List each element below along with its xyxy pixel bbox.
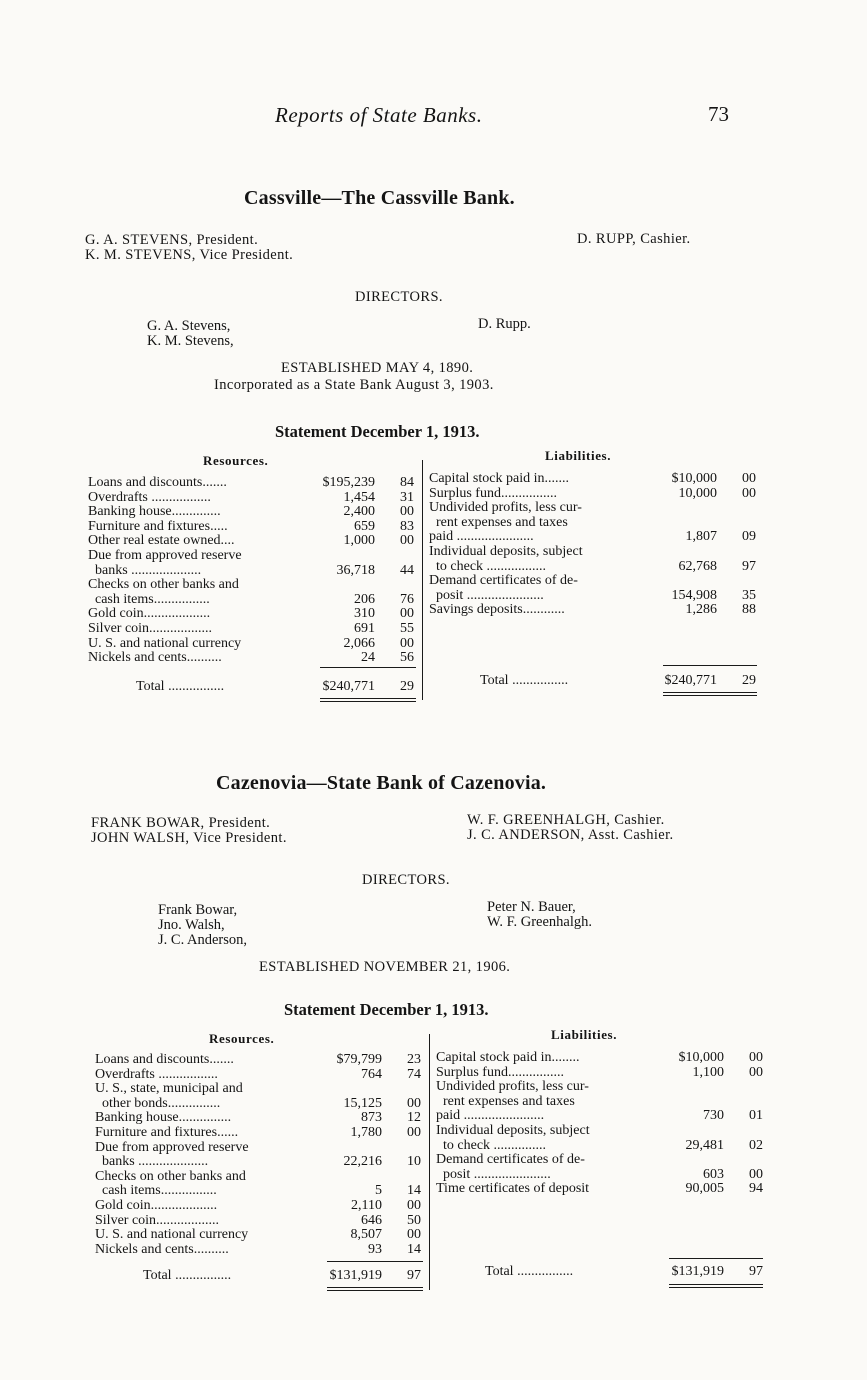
ledger-row <box>95 1199 421 1214</box>
ledger-row <box>143 1269 421 1284</box>
resources-heading: Resources. <box>203 453 269 468</box>
ledger-row <box>429 560 756 575</box>
ledger-dollars: 206 <box>354 591 375 607</box>
ledger-label: Total ................ <box>143 1268 232 1283</box>
ledger-label: to check ................. <box>429 558 547 574</box>
ledger-cents: 31 <box>400 489 414 505</box>
officer-vice-president: K. M. STEVENS, Vice President. <box>85 247 294 263</box>
ledger-label: Surplus fund................ <box>429 485 557 501</box>
ledger-label: Total ................ <box>136 679 225 694</box>
ledger-row <box>429 501 756 516</box>
ledger-dollars: 764 <box>361 1066 382 1082</box>
liabilities-table <box>436 1051 763 1197</box>
ledger-dollars: 8,507 <box>350 1227 382 1243</box>
ledger-label: Undivided profits, less cur- <box>429 500 582 516</box>
ledger-cents: 00 <box>407 1124 421 1140</box>
rule <box>663 665 757 666</box>
ledger-dollars: 1,807 <box>685 529 717 545</box>
rule <box>320 698 416 699</box>
ledger-dollars: 691 <box>354 620 375 636</box>
ledger-row <box>95 1068 421 1083</box>
ledger-dollars: 24 <box>361 650 375 666</box>
ledger-cents: 00 <box>742 485 756 501</box>
ledger-row <box>95 1126 421 1141</box>
ledger-dollars: 2,110 <box>351 1197 382 1213</box>
directors-heading: DIRECTORS. <box>362 872 450 888</box>
rule <box>663 695 757 696</box>
ledger-dollars: $195,239 <box>322 475 375 490</box>
ledger-label: Due from approved reserve <box>95 1139 249 1155</box>
liabilities-table <box>429 472 756 618</box>
ledger-cents: 09 <box>742 529 756 545</box>
ledger-cents: 97 <box>749 1264 763 1279</box>
liabilities-total <box>485 1265 763 1280</box>
ledger-row <box>88 476 414 491</box>
liabilities-total <box>480 674 756 689</box>
rule <box>327 1287 423 1288</box>
rule <box>663 692 757 693</box>
ledger-dollars: 22,216 <box>343 1154 382 1170</box>
ledger-cents: 10 <box>407 1154 421 1170</box>
ledger-cents: 00 <box>400 533 414 549</box>
ledger-cents: 00 <box>407 1227 421 1243</box>
officer-cashier: D. RUPP, Cashier. <box>577 231 691 247</box>
ledger-label: Banking house............... <box>95 1110 232 1126</box>
column-divider <box>422 460 423 700</box>
ledger-label: Total ................ <box>480 673 569 688</box>
ledger-dollars: $10,000 <box>678 1050 724 1065</box>
ledger-cents: 29 <box>742 673 756 688</box>
ledger-label: U. S. and national currency <box>88 635 242 651</box>
ledger-label: Silver coin.................. <box>88 620 213 636</box>
ledger-row <box>95 1228 421 1243</box>
ledger-row <box>88 520 414 535</box>
ledger-dollars: 873 <box>361 1110 382 1126</box>
ledger-dollars: 2,400 <box>343 504 375 520</box>
ledger-label: Time certificates of deposit <box>436 1181 590 1197</box>
bank-title: Cassville—The Cassville Bank. <box>244 187 515 209</box>
director: D. Rupp. <box>478 316 531 332</box>
director: G. A. Stevens, <box>147 318 231 334</box>
ledger-cents: 00 <box>400 606 414 622</box>
ledger-cents: 14 <box>407 1183 421 1199</box>
ledger-row <box>436 1095 763 1110</box>
ledger-cents: 00 <box>742 471 756 486</box>
ledger-label: Overdrafts ................. <box>88 489 211 505</box>
ledger-label: Undivided profits, less cur- <box>436 1079 589 1095</box>
ledger-label: rent expenses and taxes <box>436 1093 575 1109</box>
ledger-cents: 94 <box>749 1181 763 1197</box>
ledger-cents: 97 <box>742 558 756 574</box>
ledger-dollars: 659 <box>354 518 375 534</box>
ledger-row <box>88 622 414 637</box>
ledger-dollars: $131,919 <box>671 1264 724 1279</box>
ledger-row <box>429 472 756 487</box>
ledger-row <box>436 1124 763 1139</box>
ledger-row <box>95 1184 421 1199</box>
ledger-label: U. S., state, municipal and <box>95 1081 243 1097</box>
director: Jno. Walsh, <box>158 917 225 933</box>
ledger-row <box>88 593 414 608</box>
rule <box>669 1284 763 1285</box>
page-number: 73 <box>708 102 729 126</box>
director: W. F. Greenhalgh. <box>487 914 593 930</box>
resources-table <box>88 476 414 666</box>
ledger-cents: 00 <box>407 1095 421 1111</box>
column-divider <box>429 1034 430 1290</box>
ledger-label: Checks on other banks and <box>95 1168 246 1184</box>
ledger-row <box>436 1153 763 1168</box>
rule <box>320 701 416 702</box>
ledger-dollars: 36,718 <box>336 562 375 578</box>
ledger-label: banks .................... <box>88 562 202 578</box>
ledger-row <box>88 534 414 549</box>
ledger-cents: 00 <box>400 635 414 651</box>
ledger-dollars: 730 <box>703 1108 724 1124</box>
ledger-cents: 84 <box>400 475 414 490</box>
ledger-row <box>95 1141 421 1156</box>
ledger-cents: 12 <box>407 1110 421 1126</box>
running-header: Reports of State Banks. <box>275 103 483 127</box>
ledger-label: Other real estate owned.... <box>88 533 235 549</box>
ledger-row <box>429 516 756 531</box>
ledger-cents: 83 <box>400 518 414 534</box>
ledger-label: Individual deposits, subject <box>436 1122 590 1138</box>
established-date: ESTABLISHED MAY 4, 1890. <box>281 360 474 376</box>
ledger-row <box>95 1170 421 1185</box>
resources-heading: Resources. <box>209 1031 275 1046</box>
ledger-row <box>88 491 414 506</box>
ledger-dollars: 310 <box>354 606 375 622</box>
director: K. M. Stevens, <box>147 333 234 349</box>
ledger-dollars: 90,005 <box>685 1181 724 1197</box>
ledger-cents: 00 <box>400 504 414 520</box>
ledger-dollars: 1,454 <box>343 489 375 505</box>
ledger-row <box>88 578 414 593</box>
ledger-dollars: 93 <box>368 1241 382 1257</box>
ledger-cents: 74 <box>407 1066 421 1082</box>
ledger-label: cash items................ <box>95 1183 217 1199</box>
ledger-dollars: $10,000 <box>671 471 717 486</box>
ledger-dollars: 1,100 <box>692 1064 724 1080</box>
ledger-dollars: 10,000 <box>678 485 717 501</box>
officer-cashier: W. F. GREENHALGH, Cashier. <box>467 812 665 828</box>
ledger-dollars: 1,780 <box>350 1124 382 1140</box>
director: Frank Bowar, <box>158 902 238 918</box>
ledger-cents: 02 <box>749 1137 763 1153</box>
rule <box>327 1290 423 1291</box>
ledger-label: rent expenses and taxes <box>429 514 568 530</box>
ledger-row <box>429 574 756 589</box>
director: Peter N. Bauer, <box>487 899 576 915</box>
ledger-row <box>436 1080 763 1095</box>
ledger-label: Demand certificates of de- <box>436 1152 585 1168</box>
ledger-row <box>436 1109 763 1124</box>
statement-title: Statement December 1, 1913. <box>275 422 480 441</box>
ledger-label: other bonds............... <box>95 1095 221 1111</box>
ledger-label: Furniture and fixtures..... <box>88 518 228 534</box>
ledger-label: Furniture and fixtures...... <box>95 1124 239 1140</box>
ledger-row <box>436 1066 763 1081</box>
ledger-cents: 55 <box>400 620 414 636</box>
ledger-cents: 35 <box>742 587 756 603</box>
ledger-row <box>429 545 756 560</box>
ledger-cents: 76 <box>400 591 414 607</box>
ledger-label: Gold coin................... <box>88 606 211 622</box>
ledger-cents: 23 <box>407 1052 421 1067</box>
ledger-dollars: 29,481 <box>685 1137 724 1153</box>
ledger-row <box>88 637 414 652</box>
liabilities-heading: Liabilities. <box>551 1027 618 1042</box>
ledger-label: posit ...................... <box>436 1166 551 1182</box>
ledger-dollars: 2,066 <box>343 635 375 651</box>
resources-table <box>95 1053 421 1257</box>
ledger-label: Demand certificates of de- <box>429 573 578 589</box>
ledger-row <box>95 1214 421 1229</box>
liabilities-heading: Liabilities. <box>545 448 612 463</box>
ledger-cents: 56 <box>400 650 414 666</box>
ledger-dollars: 646 <box>361 1212 382 1228</box>
ledger-cents: 88 <box>742 602 756 618</box>
ledger-label: cash items................ <box>88 591 210 607</box>
ledger-label: Silver coin.................. <box>95 1212 220 1228</box>
ledger-row <box>436 1051 763 1066</box>
ledger-dollars: 1,000 <box>343 533 375 549</box>
ledger-row <box>88 505 414 520</box>
ledger-dollars: 62,768 <box>678 558 717 574</box>
resources-total <box>136 680 414 695</box>
ledger-row <box>88 651 414 666</box>
rule <box>669 1287 763 1288</box>
ledger-row <box>88 564 414 579</box>
ledger-dollars: 1,286 <box>685 602 717 618</box>
ledger-row <box>429 589 756 604</box>
ledger-row <box>88 607 414 622</box>
ledger-label: Total ................ <box>485 1264 574 1279</box>
ledger-row <box>95 1053 421 1068</box>
established-date: ESTABLISHED NOVEMBER 21, 1906. <box>259 959 511 975</box>
ledger-dollars: 5 <box>375 1183 382 1199</box>
ledger-label: Capital stock paid in....... <box>429 471 569 486</box>
ledger-cents: 14 <box>407 1241 421 1257</box>
ledger-label: U. S. and national currency <box>95 1227 249 1243</box>
ledger-row <box>429 603 756 618</box>
ledger-label: to check ............... <box>436 1137 547 1153</box>
ledger-row <box>95 1097 421 1112</box>
ledger-label: Banking house.............. <box>88 504 221 520</box>
bank-title: Cazenovia—State Bank of Cazenovia. <box>216 772 547 794</box>
ledger-cents: 00 <box>749 1166 763 1182</box>
ledger-cents: 01 <box>749 1108 763 1124</box>
ledger-row <box>485 1265 763 1280</box>
ledger-row <box>436 1182 763 1197</box>
ledger-label: Loans and discounts....... <box>95 1052 234 1067</box>
ledger-dollars: 15,125 <box>343 1095 382 1111</box>
ledger-row <box>429 530 756 545</box>
ledger-cents: 44 <box>400 562 414 578</box>
ledger-cents: 00 <box>749 1064 763 1080</box>
ledger-row <box>136 680 414 695</box>
statement-title: Statement December 1, 1913. <box>284 1000 489 1019</box>
ledger-label: Nickels and cents.......... <box>95 1241 229 1257</box>
ledger-cents: 50 <box>407 1212 421 1228</box>
ledger-label: banks .................... <box>95 1154 209 1170</box>
ledger-label: Capital stock paid in........ <box>436 1050 580 1065</box>
officer-vice-president: JOHN WALSH, Vice President. <box>91 830 287 846</box>
ledger-dollars: $240,771 <box>664 673 717 688</box>
ledger-label: Gold coin................... <box>95 1197 218 1213</box>
ledger-label: paid ....................... <box>436 1108 545 1124</box>
rule <box>327 1261 423 1262</box>
ledger-cents: 00 <box>749 1050 763 1065</box>
ledger-label: Checks on other banks and <box>88 577 239 593</box>
ledger-label: posit ...................... <box>429 587 544 603</box>
director: J. C. Anderson, <box>158 932 248 948</box>
officer-president: G. A. STEVENS, President. <box>85 232 259 248</box>
ledger-cents: 00 <box>407 1197 421 1213</box>
ledger-dollars: $79,799 <box>336 1052 382 1067</box>
ledger-row <box>95 1243 421 1258</box>
ledger-row <box>88 549 414 564</box>
ledger-label: Individual deposits, subject <box>429 543 583 559</box>
resources-total <box>143 1269 421 1284</box>
officer-president: FRANK BOWAR, President. <box>91 815 271 831</box>
ledger-row <box>95 1111 421 1126</box>
ledger-row <box>95 1155 421 1170</box>
directors-heading: DIRECTORS. <box>355 289 443 305</box>
ledger-label: Surplus fund................ <box>436 1064 564 1080</box>
ledger-dollars: 154,908 <box>671 587 717 603</box>
ledger-label: Loans and discounts....... <box>88 475 227 490</box>
ledger-label: Savings deposits............ <box>429 602 565 618</box>
incorporated-date: Incorporated as a State Bank August 3, 1903. <box>214 377 494 393</box>
rule <box>320 667 416 668</box>
ledger-label: Overdrafts ................. <box>95 1066 218 1082</box>
ledger-row <box>429 487 756 502</box>
ledger-label: paid ...................... <box>429 529 534 545</box>
ledger-cents: 97 <box>407 1268 421 1283</box>
officer-asst-cashier: J. C. ANDERSON, Asst. Cashier. <box>467 827 674 843</box>
ledger-row <box>436 1168 763 1183</box>
rule <box>669 1258 763 1259</box>
ledger-dollars: $240,771 <box>322 679 375 694</box>
ledger-label: Nickels and cents.......... <box>88 650 222 666</box>
ledger-row <box>480 674 756 689</box>
ledger-cents: 29 <box>400 679 414 694</box>
ledger-dollars: 603 <box>703 1166 724 1182</box>
ledger-row <box>95 1082 421 1097</box>
ledger-label: Due from approved reserve <box>88 547 242 563</box>
ledger-dollars: $131,919 <box>329 1268 382 1283</box>
ledger-row <box>436 1139 763 1154</box>
